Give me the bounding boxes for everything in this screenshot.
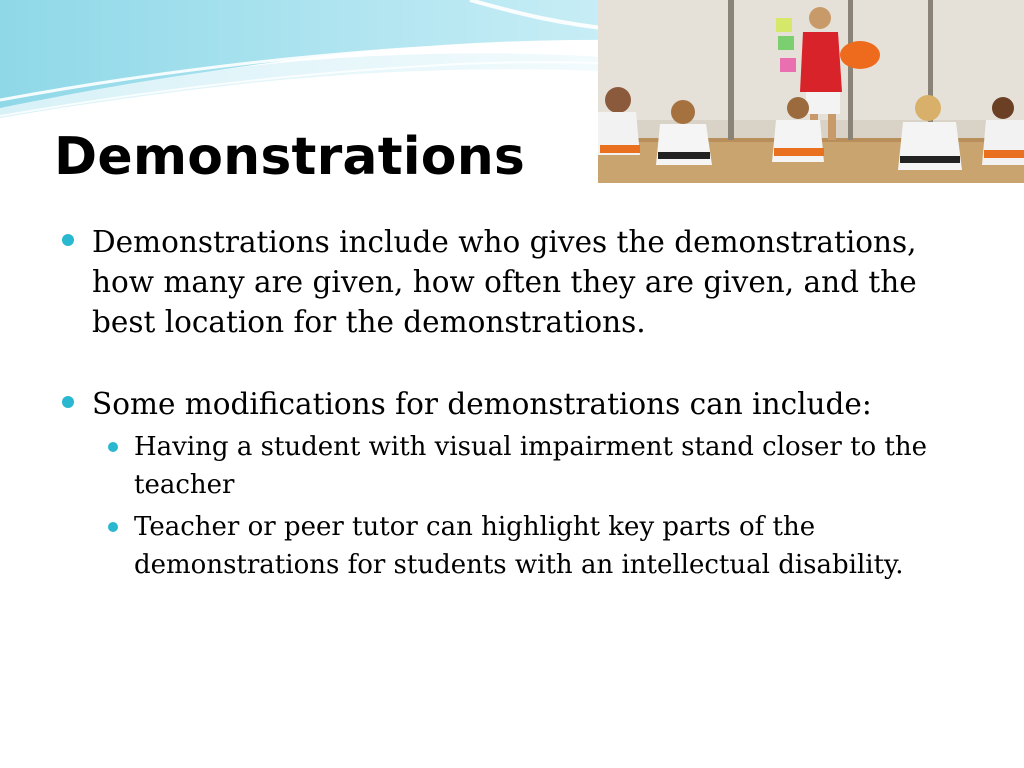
bullet-dot-icon (62, 396, 74, 408)
sub-bullet-dot-icon (108, 442, 118, 452)
bullet-text: Some modifications for demonstrations can include: (92, 387, 872, 421)
sub-bullet-item (56, 508, 986, 584)
bullet-text: Demonstrations include who gives the demonstrations, how many are given, how often they are given, and the best location for the demonstrations. (92, 225, 917, 339)
bullet-item (56, 222, 986, 342)
sub-bullet-item (56, 428, 986, 504)
bullet-list (56, 222, 986, 584)
sub-bullet-text: Having a student with visual impairment stand closer to the teacher (134, 432, 928, 500)
sub-bullet-dot-icon (108, 522, 118, 532)
bullet-item (56, 384, 986, 424)
sub-bullet-text: Teacher or peer tutor can highlight key parts of the demonstrations for students with an intellectual disability. (134, 512, 904, 580)
slide-title: Demonstrations (54, 127, 526, 187)
classroom-photo (598, 0, 1024, 183)
bullet-dot-icon (62, 234, 74, 246)
